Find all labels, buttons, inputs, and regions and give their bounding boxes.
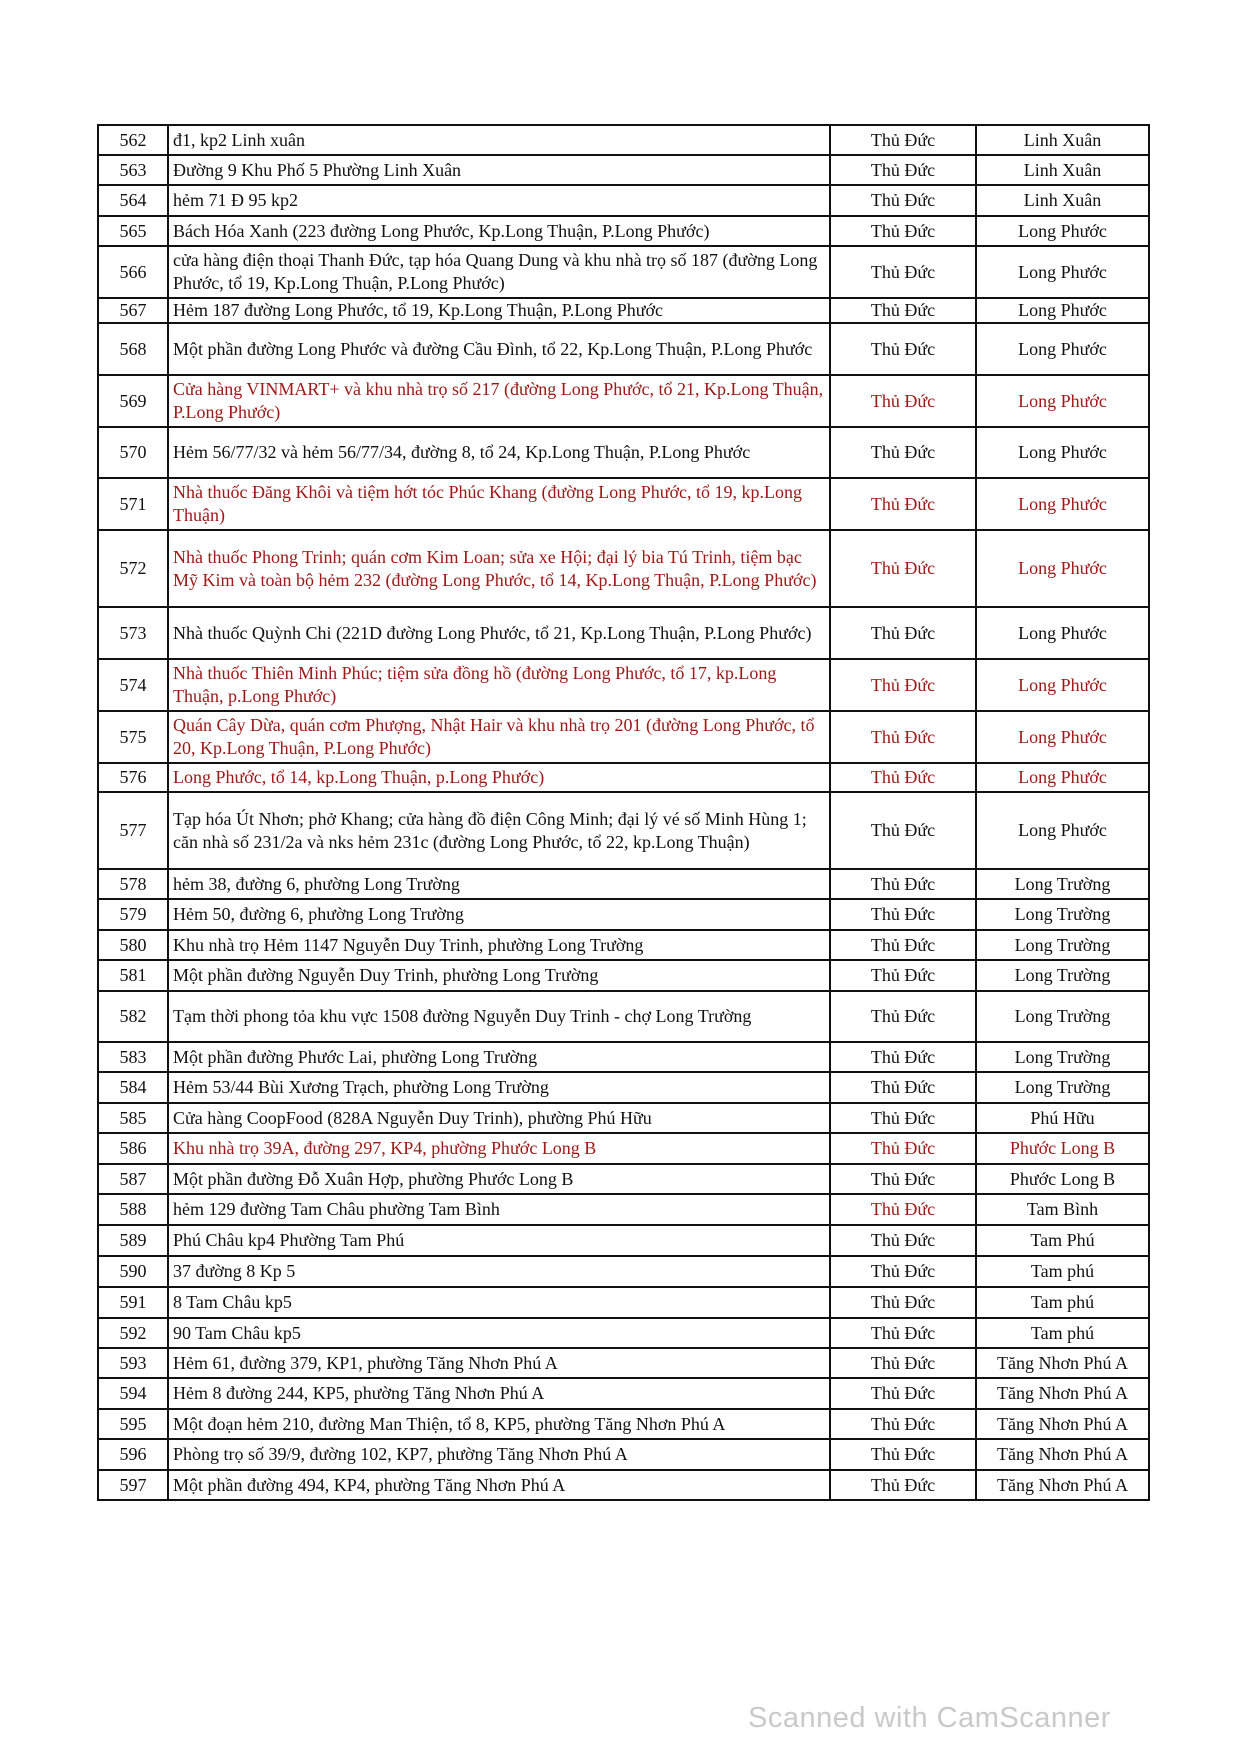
district-cell: Thủ Đức [830, 1439, 976, 1470]
row-number-cell: 564 [98, 185, 168, 216]
address-cell: Nhà thuốc Quỳnh Chi (221D đường Long Phước, tổ 21, Kp.Long Thuận, P.Long Phước) [168, 607, 830, 659]
table-row [98, 216, 1149, 246]
ward-cell: Long Trường [976, 930, 1149, 960]
ward-cell: Long Phước [976, 427, 1149, 478]
table-row [98, 1194, 1149, 1225]
district-cell: Thủ Đức [830, 530, 976, 607]
address-cell: Hẻm 8 đường 244, KP5, phường Tăng Nhơn Phú A [168, 1378, 830, 1409]
ward-cell: Long Phước [976, 607, 1149, 659]
table-row [98, 530, 1149, 607]
table-row [98, 899, 1149, 930]
address-cell: Phòng trọ số 39/9, đường 102, KP7, phường Tăng Nhơn Phú A [168, 1439, 830, 1470]
address-cell: đ1, kp2 Linh xuân [168, 125, 830, 155]
address-cell: Một phần đường Đỗ Xuân Hợp, phường Phước Long B [168, 1164, 830, 1194]
district-cell: Thủ Đức [830, 1318, 976, 1348]
address-cell: Hẻm 50, đường 6, phường Long Trường [168, 899, 830, 930]
row-number-cell: 575 [98, 711, 168, 763]
ward-cell: Tam phú [976, 1318, 1149, 1348]
row-number-cell: 570 [98, 427, 168, 478]
table-row [98, 1133, 1149, 1164]
ward-cell: Tăng Nhơn Phú A [976, 1409, 1149, 1439]
ward-cell: Tam phú [976, 1256, 1149, 1287]
address-cell: Hẻm 61, đường 379, KP1, phường Tăng Nhơn Phú A [168, 1348, 830, 1378]
district-cell: Thủ Đức [830, 960, 976, 991]
ward-cell: Long Trường [976, 869, 1149, 899]
address-cell: 37 đường 8 Kp 5 [168, 1256, 830, 1287]
district-cell: Thủ Đức [830, 869, 976, 899]
district-cell: Thủ Đức [830, 1042, 976, 1072]
address-cell: Bách Hóa Xanh (223 đường Long Phước, Kp.Long Thuận, P.Long Phước) [168, 216, 830, 246]
table-row [98, 246, 1149, 298]
table-row [98, 960, 1149, 991]
ward-cell: Tam Bình [976, 1194, 1149, 1225]
district-cell: Thủ Đức [830, 899, 976, 930]
table-row [98, 1318, 1149, 1348]
district-cell: Thủ Đức [830, 1194, 976, 1225]
table-row [98, 1287, 1149, 1318]
address-cell: Đường 9 Khu Phố 5 Phường Linh Xuân [168, 155, 830, 185]
row-number-cell: 592 [98, 1318, 168, 1348]
address-cell: cửa hàng điện thoại Thanh Đức, tạp hóa Quang Dung và khu nhà trọ số 187 (đường Long Phước, tổ 19, Kp.Long Thuận, P.Long Phước) [168, 246, 830, 298]
ward-cell: Linh Xuân [976, 185, 1149, 216]
row-number-cell: 597 [98, 1470, 168, 1500]
row-number-cell: 578 [98, 869, 168, 899]
row-number-cell: 584 [98, 1072, 168, 1103]
address-cell: Khu nhà trọ Hẻm 1147 Nguyễn Duy Trinh, phường Long Trường [168, 930, 830, 960]
address-cell: Quán Cây Dừa, quán cơm Phượng, Nhật Hair và khu nhà trọ 201 (đường Long Phước, tổ 20, Kp.Long Thuận, P.Long Phước) [168, 711, 830, 763]
district-cell: Thủ Đức [830, 659, 976, 711]
table-row [98, 1378, 1149, 1409]
district-cell: Thủ Đức [830, 792, 976, 869]
district-cell: Thủ Đức [830, 125, 976, 155]
row-number-cell: 593 [98, 1348, 168, 1378]
address-cell: Cửa hàng VINMART+ và khu nhà trọ số 217 (đường Long Phước, tổ 21, Kp.Long Thuận, P.Long Phước) [168, 375, 830, 427]
ward-cell: Tăng Nhơn Phú A [976, 1348, 1149, 1378]
ward-cell: Long Phước [976, 298, 1149, 323]
district-cell: Thủ Đức [830, 1103, 976, 1133]
district-cell: Thủ Đức [830, 991, 976, 1042]
table-row [98, 1439, 1149, 1470]
district-cell: Thủ Đức [830, 427, 976, 478]
table-row [98, 607, 1149, 659]
district-cell: Thủ Đức [830, 1072, 976, 1103]
address-cell: Tạp hóa Út Nhơn; phở Khang; cửa hàng đồ điện Công Minh; đại lý vé số Minh Hùng 1; căn nhà số 231/2a và nks hẻm 231c (đường Long Phước, tổ 22, kp.Long Thuận) [168, 792, 830, 869]
district-cell: Thủ Đức [830, 185, 976, 216]
address-cell: hẻm 38, đường 6, phường Long Trường [168, 869, 830, 899]
table-row [98, 1348, 1149, 1378]
ward-cell: Tăng Nhơn Phú A [976, 1378, 1149, 1409]
district-cell: Thủ Đức [830, 711, 976, 763]
district-cell: Thủ Đức [830, 478, 976, 530]
district-cell: Thủ Đức [830, 1378, 976, 1409]
ward-cell: Phú Hữu [976, 1103, 1149, 1133]
ward-cell: Phước Long B [976, 1164, 1149, 1194]
table-row [98, 323, 1149, 375]
table-row [98, 1103, 1149, 1133]
address-cell: hẻm 71 Đ 95 kp2 [168, 185, 830, 216]
address-cell: hẻm 129 đường Tam Châu phường Tam Bình [168, 1194, 830, 1225]
camscanner-watermark: Scanned with CamScanner [748, 1702, 1111, 1734]
ward-cell: Long Phước [976, 375, 1149, 427]
ward-cell: Long Trường [976, 1042, 1149, 1072]
row-number-cell: 595 [98, 1409, 168, 1439]
address-cell: Một phần đường Nguyễn Duy Trinh, phường Long Trường [168, 960, 830, 991]
row-number-cell: 563 [98, 155, 168, 185]
row-number-cell: 594 [98, 1378, 168, 1409]
ward-cell: Long Phước [976, 659, 1149, 711]
location-table-body [98, 125, 1149, 1500]
ward-cell: Long Phước [976, 478, 1149, 530]
row-number-cell: 585 [98, 1103, 168, 1133]
ward-cell: Long Trường [976, 899, 1149, 930]
ward-cell: Linh Xuân [976, 125, 1149, 155]
address-cell: 8 Tam Châu kp5 [168, 1287, 830, 1318]
address-cell: Cửa hàng CoopFood (828A Nguyễn Duy Trinh), phường Phú Hữu [168, 1103, 830, 1133]
address-cell: Một phần đường 494, KP4, phường Tăng Nhơn Phú A [168, 1470, 830, 1500]
address-cell: Hẻm 53/44 Bùi Xương Trạch, phường Long Trường [168, 1072, 830, 1103]
district-cell: Thủ Đức [830, 763, 976, 792]
table-row [98, 375, 1149, 427]
district-cell: Thủ Đức [830, 1133, 976, 1164]
row-number-cell: 586 [98, 1133, 168, 1164]
table-row [98, 298, 1149, 323]
district-cell: Thủ Đức [830, 155, 976, 185]
ward-cell: Tăng Nhơn Phú A [976, 1439, 1149, 1470]
table-row [98, 930, 1149, 960]
ward-cell: Long Trường [976, 1072, 1149, 1103]
row-number-cell: 574 [98, 659, 168, 711]
table-row [98, 427, 1149, 478]
address-cell: Nhà thuốc Thiên Minh Phúc; tiệm sửa đồng hồ (đường Long Phước, tổ 17, kp.Long Thuận, p.Long Phước) [168, 659, 830, 711]
table-row [98, 1072, 1149, 1103]
table-row [98, 185, 1149, 216]
row-number-cell: 590 [98, 1256, 168, 1287]
table-row [98, 991, 1149, 1042]
row-number-cell: 588 [98, 1194, 168, 1225]
address-cell: Hẻm 56/77/32 và hẻm 56/77/34, đường 8, tổ 24, Kp.Long Thuận, P.Long Phước [168, 427, 830, 478]
row-number-cell: 562 [98, 125, 168, 155]
district-cell: Thủ Đức [830, 1256, 976, 1287]
table-row [98, 1256, 1149, 1287]
district-cell: Thủ Đức [830, 930, 976, 960]
row-number-cell: 567 [98, 298, 168, 323]
address-cell: Phú Châu kp4 Phường Tam Phú [168, 1225, 830, 1256]
row-number-cell: 583 [98, 1042, 168, 1072]
ward-cell: Long Phước [976, 216, 1149, 246]
row-number-cell: 569 [98, 375, 168, 427]
ward-cell: Long Trường [976, 960, 1149, 991]
table-row [98, 1225, 1149, 1256]
ward-cell: Phước Long B [976, 1133, 1149, 1164]
district-cell: Thủ Đức [830, 323, 976, 375]
district-cell: Thủ Đức [830, 246, 976, 298]
ward-cell: Tăng Nhơn Phú A [976, 1470, 1149, 1500]
row-number-cell: 591 [98, 1287, 168, 1318]
row-number-cell: 565 [98, 216, 168, 246]
ward-cell: Long Phước [976, 246, 1149, 298]
address-cell: 90 Tam Châu kp5 [168, 1318, 830, 1348]
row-number-cell: 568 [98, 323, 168, 375]
address-cell: Nhà thuốc Đăng Khôi và tiệm hớt tóc Phúc Khang (đường Long Phước, tổ 19, kp.Long Thuận) [168, 478, 830, 530]
table-row [98, 155, 1149, 185]
address-cell: Tạm thời phong tỏa khu vực 1508 đường Nguyễn Duy Trinh - chợ Long Trường [168, 991, 830, 1042]
row-number-cell: 572 [98, 530, 168, 607]
row-number-cell: 577 [98, 792, 168, 869]
row-number-cell: 576 [98, 763, 168, 792]
table-row [98, 1164, 1149, 1194]
row-number-cell: 571 [98, 478, 168, 530]
row-number-cell: 582 [98, 991, 168, 1042]
district-cell: Thủ Đức [830, 375, 976, 427]
table-row [98, 659, 1149, 711]
ward-cell: Tam Phú [976, 1225, 1149, 1256]
table-row [98, 125, 1149, 155]
district-cell: Thủ Đức [830, 1164, 976, 1194]
address-cell: Hẻm 187 đường Long Phước, tổ 19, Kp.Long Thuận, P.Long Phước [168, 298, 830, 323]
ward-cell: Long Phước [976, 792, 1149, 869]
ward-cell: Long Trường [976, 991, 1149, 1042]
district-cell: Thủ Đức [830, 298, 976, 323]
district-cell: Thủ Đức [830, 1409, 976, 1439]
ward-cell: Tam phú [976, 1287, 1149, 1318]
address-cell: Nhà thuốc Phong Trinh; quán cơm Kim Loan; sửa xe Hội; đại lý bia Tú Trinh, tiệm bạc Mỹ Kim và toàn bộ hẻm 232 (đường Long Phước, tổ 14, Kp.Long Thuận, P.Long Phước) [168, 530, 830, 607]
row-number-cell: 596 [98, 1439, 168, 1470]
address-cell: Khu nhà trọ 39A, đường 297, KP4, phường Phước Long B [168, 1133, 830, 1164]
row-number-cell: 587 [98, 1164, 168, 1194]
table-row [98, 1409, 1149, 1439]
table-row [98, 763, 1149, 792]
table-row [98, 478, 1149, 530]
location-table [97, 124, 1150, 1501]
table-row [98, 1470, 1149, 1500]
district-cell: Thủ Đức [830, 1470, 976, 1500]
district-cell: Thủ Đức [830, 1225, 976, 1256]
table-row [98, 711, 1149, 763]
ward-cell: Long Phước [976, 711, 1149, 763]
row-number-cell: 573 [98, 607, 168, 659]
row-number-cell: 589 [98, 1225, 168, 1256]
table-row [98, 1042, 1149, 1072]
row-number-cell: 580 [98, 930, 168, 960]
address-cell: Một phần đường Long Phước và đường Cầu Đình, tổ 22, Kp.Long Thuận, P.Long Phước [168, 323, 830, 375]
ward-cell: Long Phước [976, 530, 1149, 607]
ward-cell: Linh Xuân [976, 155, 1149, 185]
address-cell: Một đoạn hẻm 210, đường Man Thiện, tổ 8, KP5, phường Tăng Nhơn Phú A [168, 1409, 830, 1439]
district-cell: Thủ Đức [830, 607, 976, 659]
table-row [98, 869, 1149, 899]
district-cell: Thủ Đức [830, 1287, 976, 1318]
ward-cell: Long Phước [976, 763, 1149, 792]
address-cell: Một phần đường Phước Lai, phường Long Trường [168, 1042, 830, 1072]
district-cell: Thủ Đức [830, 1348, 976, 1378]
ward-cell: Long Phước [976, 323, 1149, 375]
table-row [98, 792, 1149, 869]
row-number-cell: 579 [98, 899, 168, 930]
address-cell: Long Phước, tổ 14, kp.Long Thuận, p.Long Phước) [168, 763, 830, 792]
district-cell: Thủ Đức [830, 216, 976, 246]
row-number-cell: 581 [98, 960, 168, 991]
row-number-cell: 566 [98, 246, 168, 298]
